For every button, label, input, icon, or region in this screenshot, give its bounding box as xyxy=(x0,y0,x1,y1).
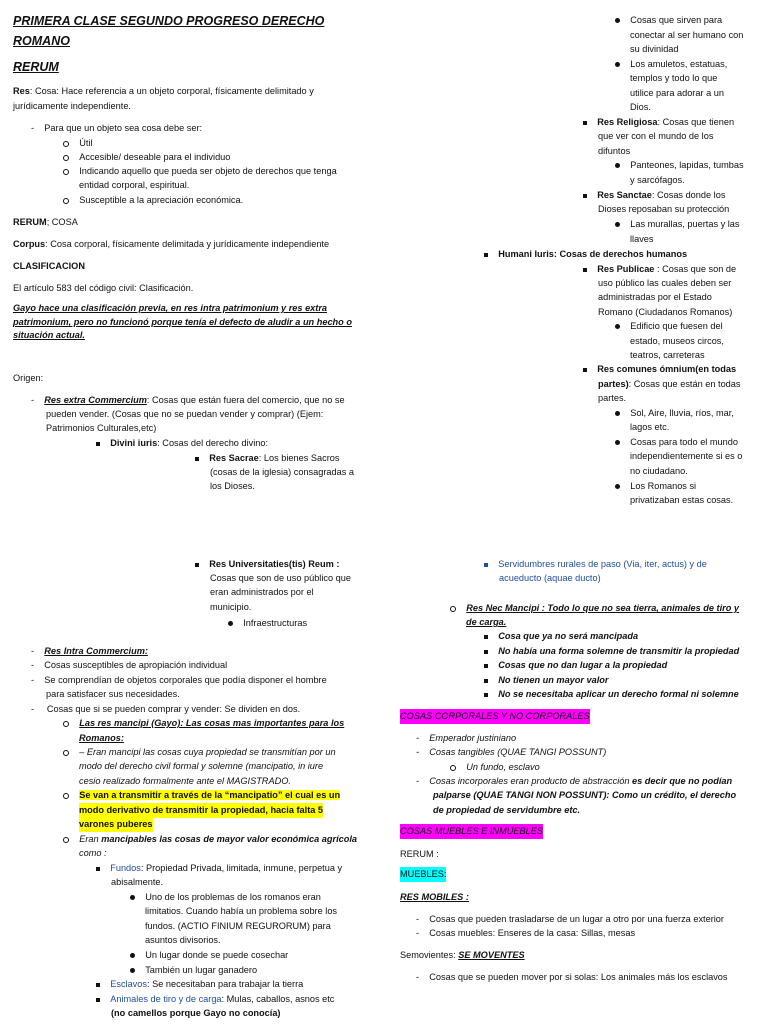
fundo: Un fundo, esclavo xyxy=(450,760,540,775)
circle-bullet-icon xyxy=(63,721,69,727)
circle-bullet-icon xyxy=(63,155,69,161)
fundos-line2: abisalmente. xyxy=(111,877,164,887)
rerum-heading: RERUM xyxy=(13,60,59,74)
gayo-line2: patrimonium, pero no funcionó porque tenía el defecto de aludir a un hecho o xyxy=(13,317,352,327)
mancipables-cont: como : xyxy=(79,848,107,858)
edificio-l3: teatros, carreteras xyxy=(630,350,705,360)
transmitir-line2: modo derivativo de transmitir la propiedad, hacia falta 5 xyxy=(79,803,323,818)
privatizaban: Los Romanos si xyxy=(615,479,696,494)
circle-bullet-icon xyxy=(63,837,69,843)
res-mobiles: RES MOBILES : xyxy=(400,892,469,902)
universitatis-line4: municipio. xyxy=(210,602,252,612)
tangibles: - Cosas tangibles (QUAE TANGI POSSUNT) xyxy=(416,747,607,757)
gayo-line1: Gayo hace una clasificación previa, en res intra patrimonium y res extra xyxy=(13,303,328,313)
eran-line2: modo del derecho civil formal y solemne (mancipatio, in iure xyxy=(79,761,324,771)
square-bullet-icon xyxy=(484,679,488,683)
circle-bullet-icon xyxy=(63,198,69,204)
amuletos-l4: Dios. xyxy=(630,102,651,112)
fundos-sub4: asuntos divisorios. xyxy=(145,935,221,945)
publicae-l4: Romano (Ciudadanos Romanos) xyxy=(598,307,733,317)
todo-mundo-l3: no ciudadano. xyxy=(630,466,688,476)
top-item-l2: conectar al ser humano con xyxy=(630,30,744,40)
square-bullet-icon xyxy=(484,664,488,668)
square-bullet-icon xyxy=(195,457,199,461)
square-bullet-icon xyxy=(484,693,488,697)
amuletos-l2: templos y todo lo que xyxy=(630,73,718,83)
dot-bullet-icon xyxy=(615,62,620,67)
title-line1: PRIMERA CLASE SEGUNDO PROGRESO DERECHO xyxy=(13,14,325,28)
fundos-sub2: limitatios. Cuando había un problema sobre los xyxy=(145,906,338,916)
dot-bullet-icon xyxy=(615,163,620,168)
square-bullet-icon xyxy=(96,867,100,871)
infraestructuras: Infraestructuras xyxy=(228,616,307,631)
animales: Animales de tiro y de carga: Mulas, caballos, asnos etc xyxy=(96,992,334,1007)
sol-l2: lagos etc. xyxy=(630,422,670,432)
todo-mundo-l2: independientemente si es o xyxy=(630,451,743,461)
square-bullet-icon xyxy=(484,650,488,654)
semovientes: Semovientes: SE MOVENTES xyxy=(400,950,525,960)
murallas: Las murallas, puertas y las xyxy=(615,217,740,232)
ganadero: También un lugar ganadero xyxy=(130,963,257,978)
req-4: Susceptible a la apreciación económica. xyxy=(63,193,243,208)
comunes-l3: partes. xyxy=(598,393,627,403)
todo-mundo: Cosas para todo el mundo xyxy=(615,435,738,450)
res-definition: Res: Cosa: Hace referencia a un objeto corporal, físicamente delimitado y xyxy=(13,86,314,96)
res-mancipi: Las res mancipi (Gayo): Las cosas mas importantes para los xyxy=(63,716,344,731)
res-universitatis: Res Universitaties(tis) Reum : xyxy=(195,557,339,572)
publicae-l3: administradas por el Estado xyxy=(598,292,712,302)
square-bullet-icon xyxy=(96,442,100,446)
divini-iuris: Divini iuris: Cosas del derecho divino: xyxy=(96,436,268,451)
top-item-l3: su divinidad xyxy=(630,44,679,54)
mancipi-line2: Romanos: xyxy=(79,733,124,743)
res-nec-mancipi: Res Nec Mancipi : Todo lo que no sea tierra, animales de tiro y xyxy=(450,601,739,616)
intra-commercium: - Res Intra Commercium: xyxy=(31,646,148,656)
circle-bullet-icon xyxy=(450,765,456,771)
universitatis-line3: eran administrados por el xyxy=(210,587,314,597)
extra-line3: Patrimonios Culturales,etc) xyxy=(46,423,157,433)
muebles-heading: COSAS MUEBLES E INMUEBLES xyxy=(400,824,543,839)
res-sacrae: Res Sacrae: Los bienes Sacros xyxy=(195,451,339,466)
transmitir-line3: varones puberes xyxy=(79,817,153,832)
incorporales-l2: palparse (QUAE TANGI NON POSSUNT): Como un crédito, el derecho xyxy=(433,790,737,800)
cosechar: Un lugar donde se puede cosechar xyxy=(130,948,288,963)
square-bullet-icon xyxy=(195,563,199,567)
res-publicae: Res Publicae : Cosas que son de xyxy=(583,262,736,277)
emperador: - Emperador justiniano xyxy=(416,733,517,743)
sol: Sol, Aire, lluvia, ríos, mar, xyxy=(615,406,734,421)
square-bullet-icon xyxy=(484,563,488,567)
sacrae-line2: (cosas de la iglesia) consagradas a xyxy=(210,467,355,477)
moventes-item: - Cosas que se pueden mover por si solas: Los animales más los esclavos xyxy=(416,972,728,982)
humani-iuris: Humani Iuris: Cosas de derechos humanos xyxy=(484,247,687,262)
articulo: El artículo 583 del código civil: Clasificación. xyxy=(13,283,194,293)
nec-item2: No había una forma solemne de transmitir la propiedad xyxy=(484,644,739,659)
square-bullet-icon xyxy=(583,194,587,198)
gayo-line3: situación actual. xyxy=(13,330,85,340)
dot-bullet-icon xyxy=(615,324,620,329)
corporales-heading: COSAS CORPORALES Y NO CORPORALES xyxy=(400,709,590,724)
square-bullet-icon xyxy=(96,998,100,1002)
res-definition-cont: jurídicamente independiente. xyxy=(13,101,131,111)
sanctae-l2: Dioses reposaban su protección xyxy=(598,204,730,214)
transmitir: Se van a transmitir a través de la “mancipatio” el cual es un xyxy=(63,788,340,803)
nec-l2: de carga. xyxy=(466,617,507,627)
title-line2: ROMANO xyxy=(13,34,70,48)
circle-bullet-icon xyxy=(63,169,69,175)
dot-bullet-icon xyxy=(130,895,135,900)
amuletos: Los amuletos, estatuas, xyxy=(615,57,727,72)
camellos: (no camellos porque Gayo no conocía) xyxy=(111,1008,281,1018)
dot-bullet-icon xyxy=(615,440,620,445)
res-religiosa: Res Religiosa: Cosas que tienen xyxy=(583,115,734,130)
mancipables: Eran mancipables las cosas de mayor valor económica agrícola xyxy=(63,832,357,847)
intra-item3: - Cosas que si se pueden comprar y vender: Se dividen en dos. xyxy=(31,704,301,714)
square-bullet-icon xyxy=(583,268,587,272)
square-bullet-icon xyxy=(484,635,488,639)
incorporales-l3: de propiedad de servidumbre etc. xyxy=(433,805,581,815)
comunes-l2: partes): Cosas que están en todas xyxy=(598,379,741,389)
dot-bullet-icon xyxy=(615,411,620,416)
amuletos-l3: utilice para adorar a un xyxy=(630,88,724,98)
panteones-l2: y sarcófagos. xyxy=(630,175,685,185)
nec-item4: No tienen un mayor valor xyxy=(484,673,609,688)
req-2: Accesible/ deseable para el individuo xyxy=(63,150,230,165)
eran-line3: cesio realizado formalmente ante el MAGISTRADO. xyxy=(79,776,291,786)
req-1: Útil xyxy=(63,136,93,151)
dot-bullet-icon xyxy=(130,968,135,973)
sacrae-line3: los Dioses. xyxy=(210,481,255,491)
req-3-cont: entidad corporal, espiritual. xyxy=(79,180,190,190)
murallas-l2: llaves xyxy=(630,234,654,244)
dot-bullet-icon xyxy=(130,953,135,958)
dot-bullet-icon xyxy=(228,621,233,626)
intra-item2: - Se comprendían de objetos corporales que podía disponer el hombre xyxy=(31,675,327,685)
circle-bullet-icon xyxy=(63,141,69,147)
dot-bullet-icon xyxy=(615,484,620,489)
mobiles-item2: - Cosas muebles: Enseres de la casa: Sillas, mesas xyxy=(416,928,636,938)
extra-commercium: - Res extra Commercium: Cosas que están fuera del comercio, que no se xyxy=(31,395,345,405)
intra-item1: - Cosas susceptibles de apropiación individual xyxy=(31,660,228,670)
extra-line2: pueden vender. (Cosas que no se puedan vender y comprar) (Ejem: xyxy=(46,409,324,419)
fundos: Fundos: Propiedad Privada, limitada, inmune, perpetua y xyxy=(96,861,342,876)
dot-bullet-icon xyxy=(615,18,620,23)
fundos-sub3: fundos. (ACTIO FINIUM REGURORUM) para xyxy=(145,921,331,931)
universitatis-line2: Cosas que son de uso público que xyxy=(210,573,351,583)
dot-bullet-icon xyxy=(615,222,620,227)
square-bullet-icon xyxy=(484,253,488,257)
top-item: Cosas que sirven para xyxy=(615,13,722,28)
circle-bullet-icon xyxy=(63,750,69,756)
mobiles-item1: - Cosas que pueden trasladarse de un lugar a otro por una fuerza exterior xyxy=(416,914,724,924)
rerum-label: RERUM : xyxy=(400,849,439,859)
panteones: Panteones, lapidas, tumbas xyxy=(615,158,744,173)
religiosa-l2: que ver con el mundo de los xyxy=(598,131,714,141)
res-comunes: Res comunes ómnium(en todas xyxy=(583,362,736,377)
square-bullet-icon xyxy=(583,368,587,372)
privatizaban-l2: privatizaban estas cosas. xyxy=(630,495,734,505)
res-sanctae: Res Sanctae: Cosas donde los xyxy=(583,188,725,203)
circle-bullet-icon xyxy=(450,606,456,612)
servidumbres-l2: acueducto (aquae ducto) xyxy=(499,573,601,583)
corpus: Corpus: Cosa corporal, físicamente delimitada y jurídicamente independiente xyxy=(13,239,330,249)
nec-item3: Cosas que no dan lugar a la propiedad xyxy=(484,658,667,673)
nec-item5: No se necesitaba aplicar un derecho formal ni solemne xyxy=(484,687,739,702)
servidumbres: Servidumbres rurales de paso (Via, iter, actus) y de xyxy=(484,557,707,572)
req-3: Indicando aquello que pueda ser objeto de derechos que tenga xyxy=(63,164,337,179)
intra-item2-cont: para satisfacer sus necesidades. xyxy=(46,689,180,699)
para-objeto: - Para que un objeto sea cosa debe ser: xyxy=(31,123,203,133)
edificio: Edificio que fuesen del xyxy=(615,319,723,334)
fundos-sub1: Uno de los problemas de los romanos eran xyxy=(130,890,321,905)
nec-item1: Cosa que ya no será mancipada xyxy=(484,629,638,644)
origen: Origen: xyxy=(13,373,44,383)
incorporales: - Cosas incorporales eran producto de abstracción es decir que no podían xyxy=(416,776,733,786)
esclavos: Esclavos: Se necesitaban para trabajar la tierra xyxy=(96,977,303,992)
publicae-l2: uso público las cuales deben ser xyxy=(598,278,732,288)
eran-mancipi: – Eran mancipi las cosas cuya propiedad se transmitían por un xyxy=(63,745,336,760)
religiosa-l3: difuntos xyxy=(598,146,631,156)
circle-bullet-icon xyxy=(63,793,69,799)
edificio-l2: estado, museos circos, xyxy=(630,336,724,346)
rerum-cosa: RERUM; COSA xyxy=(13,217,78,227)
square-bullet-icon xyxy=(583,121,587,125)
clasificacion-heading: CLASIFICACION xyxy=(13,261,85,271)
square-bullet-icon xyxy=(96,983,100,987)
muebles-label: MUEBLES: xyxy=(400,867,446,882)
